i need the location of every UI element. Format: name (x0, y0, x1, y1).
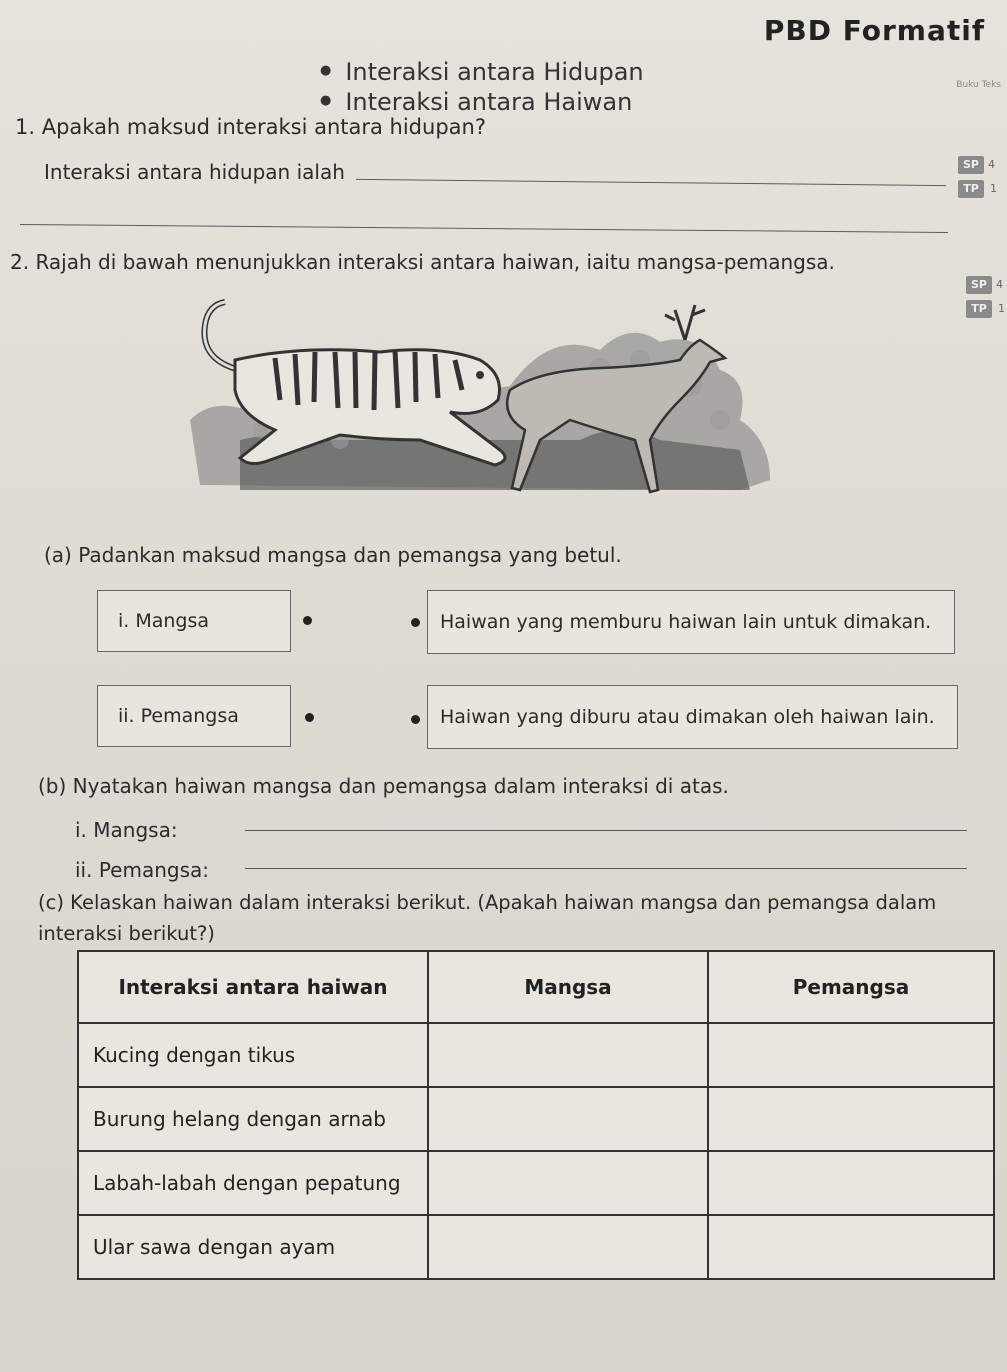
side-note: Buku Teks (956, 80, 1001, 90)
match-right-1-label: Haiwan yang memburu haiwan lain untuk dimakan. (440, 611, 932, 633)
q2b-mangsa-answer-line[interactable] (245, 830, 967, 831)
q2b-instruction: (b) Nyatakan haiwan mangsa dan pemangsa dalam interaksi di atas. (38, 774, 729, 798)
q1-sp-level: 4 (988, 158, 995, 171)
classification-table (77, 950, 995, 1280)
row-interaction: Kucing dengan tikus (78, 1023, 428, 1087)
row-interaction: Burung helang dengan arnab (78, 1087, 428, 1151)
match-left-pemangsa (97, 685, 291, 747)
topic-2: ● Interaksi antara Haiwan (320, 88, 632, 116)
match-dot-right-2[interactable] (411, 715, 420, 724)
match-right-1 (427, 590, 955, 654)
q2c-instruction: (c) Kelaskan haiwan dalam interaksi berikut. (Apakah haiwan mangsa dan pemangsa dalam interaksi berikut?) (38, 891, 937, 945)
q2b-pemangsa-answer-line[interactable] (245, 868, 967, 869)
match-left-mangsa-label: i. Mangsa (118, 610, 210, 632)
match-left-pemangsa-label: ii. Pemangsa (118, 705, 239, 727)
q2-sp-level: 4 (996, 278, 1003, 291)
match-right-2 (427, 685, 958, 749)
header-mangsa: Mangsa (428, 951, 708, 1023)
q2-tp-level: 1 (998, 302, 1005, 315)
row-interaction: Labah-labah dengan pepatung (78, 1151, 428, 1215)
table-row (78, 1087, 994, 1151)
row-pemangsa-answer[interactable] (708, 1215, 994, 1279)
match-dot-left-1[interactable] (303, 616, 312, 625)
row-mangsa-answer[interactable] (428, 1215, 708, 1279)
row-mangsa-answer[interactable] (428, 1151, 708, 1215)
q1-answer-line-1[interactable] (356, 179, 946, 186)
q2a-instruction: (a) Padankan maksud mangsa dan pemangsa yang betul. (44, 543, 622, 567)
header-pemangsa: Pemangsa (708, 951, 994, 1023)
row-mangsa-answer[interactable] (428, 1087, 708, 1151)
row-pemangsa-answer[interactable] (708, 1151, 994, 1215)
row-pemangsa-answer[interactable] (708, 1087, 994, 1151)
page-title: PBD Formatif (763, 14, 985, 47)
q2-sp-badge: SP (966, 276, 992, 294)
q1-answer-line-2[interactable] (20, 224, 948, 233)
q2b-pemangsa-label: ii. Pemangsa: (75, 858, 210, 882)
table-row (78, 1215, 994, 1279)
q1-tp-level: 1 (990, 182, 997, 195)
row-interaction: Ular sawa dengan ayam (78, 1215, 428, 1279)
q2-tp-badge: TP (966, 300, 992, 318)
tiger-deer-illustration (180, 290, 790, 530)
match-left-mangsa (97, 590, 291, 652)
row-pemangsa-answer[interactable] (708, 1023, 994, 1087)
topic-1: ● Interaksi antara Hidupan (320, 58, 644, 86)
match-right-2-label: Haiwan yang diburu atau dimakan oleh haiwan lain. (440, 706, 935, 728)
table-row (78, 1151, 994, 1215)
row-mangsa-answer[interactable] (428, 1023, 708, 1087)
table-row (78, 1023, 994, 1087)
table-header-row (78, 951, 994, 1023)
header-interaction: Interaksi antara haiwan (78, 951, 428, 1023)
match-dot-right-1[interactable] (411, 618, 420, 627)
q2-question: 2. Rajah di bawah menunjukkan interaksi antara haiwan, iaitu mangsa-pemangsa. (10, 250, 835, 274)
q1-tp-badge: TP (958, 180, 984, 198)
q1-question: 1. Apakah maksud interaksi antara hidupan? (15, 115, 486, 139)
q1-prompt: Interaksi antara hidupan ialah (44, 160, 345, 184)
q2b-mangsa-label: i. Mangsa: (75, 818, 178, 842)
match-dot-left-2[interactable] (305, 713, 314, 722)
q1-sp-badge: SP (958, 156, 984, 174)
